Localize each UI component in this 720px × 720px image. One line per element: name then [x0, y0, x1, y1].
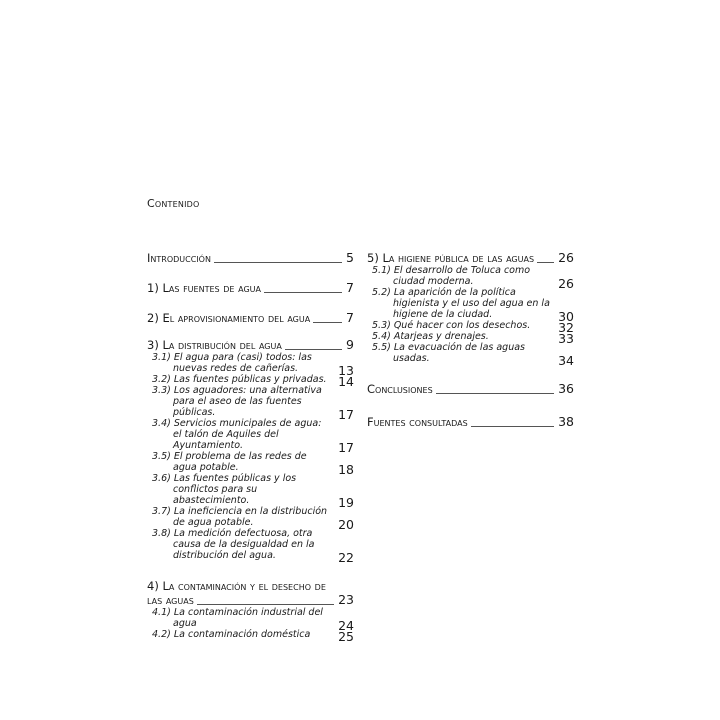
toc-page-number: 17	[338, 440, 354, 455]
toc-leader-line	[197, 604, 334, 605]
toc-heading: Contenido	[147, 197, 200, 210]
toc-subsection-title: 5.2) La aparición de la política higienista y el uso del agua en la higiene de la ciudad.	[372, 287, 550, 320]
toc-page-number: 9	[346, 337, 354, 352]
toc-page-number: 22	[338, 550, 354, 565]
toc-subsection-entry[interactable]	[147, 352, 354, 378]
toc-section	[147, 281, 354, 295]
toc-subsection-title: 5.1) El desarrollo de Toluca como ciudad moderna.	[372, 265, 531, 287]
toc-section-entry[interactable]	[147, 579, 354, 607]
toc-subsection-entry[interactable]	[147, 506, 354, 532]
toc-subsection-title: 5.3) Qué hacer con los desechos.	[372, 320, 531, 331]
toc-leader-line	[537, 262, 554, 263]
toc-subsection-title: 3.7) La ineficiencia en la distribución de agua potable.	[152, 506, 328, 528]
toc-section	[147, 337, 354, 565]
toc-section-title: Fuentes consultadas	[367, 415, 468, 429]
toc-page-number: 36	[558, 381, 574, 396]
toc-leader-line	[214, 262, 342, 263]
toc-leader-line	[471, 426, 554, 427]
toc-section	[147, 311, 354, 325]
toc-section	[147, 251, 354, 265]
toc-section-entry[interactable]	[367, 415, 574, 429]
toc-subsection-title: 3.3) Los aguadores: una alternativa para el aseo de las fuentes públicas.	[152, 385, 322, 418]
toc-subsection-title: 4.1) La contaminación industrial del agua	[152, 607, 323, 629]
toc-subsection-entry[interactable]	[147, 528, 354, 565]
toc-section-entry[interactable]	[147, 281, 354, 295]
toc-page-number: 5	[346, 250, 354, 265]
toc-subsection-title: 3.5) El problema de las redes de agua potable.	[152, 451, 307, 473]
toc-page-number: 32	[558, 320, 574, 335]
toc-page-number: 23	[338, 592, 354, 607]
toc-leader-line	[313, 322, 342, 323]
toc-subsection-title: 5.5) La evacuación de las aguas usadas.	[372, 342, 526, 364]
toc-page-number: 24	[338, 618, 354, 633]
toc-page-number: 13	[338, 363, 354, 378]
toc-subsection-entry[interactable]	[147, 607, 354, 633]
toc-page-number: 19	[338, 495, 354, 510]
toc-subsection-entry[interactable]	[147, 629, 354, 644]
toc-right-column	[367, 235, 574, 429]
toc-subsection-entry[interactable]	[147, 451, 354, 477]
toc-section	[147, 579, 354, 644]
toc-subsection-title: 3.2) Las fuentes públicas y privadas.	[152, 374, 327, 385]
toc-page-number: 30	[558, 309, 574, 324]
toc-page-number: 14	[338, 374, 354, 389]
toc-section	[367, 382, 574, 396]
toc-subsection-title: 4.2) La contaminación doméstica	[152, 629, 311, 640]
toc-page-number: 7	[346, 280, 354, 295]
toc-subsection-entry[interactable]	[147, 473, 354, 510]
toc-subsection-title: 3.8) La medición defectuosa, otra causa de la desigualdad en la distribución del agua.	[152, 528, 315, 561]
toc-subsection-title: 3.6) Las fuentes públicas y los conflictos para su abastecimiento.	[152, 473, 297, 506]
toc-subsection-entry[interactable]	[367, 265, 574, 291]
toc-section	[367, 415, 574, 429]
toc-leader-line	[264, 292, 342, 293]
toc-section-title: 5) La higiene pública de las aguas	[367, 251, 535, 265]
toc-section-entry[interactable]	[147, 251, 354, 265]
toc-section-title: Introducción	[147, 251, 211, 265]
toc-left-column	[147, 235, 354, 644]
toc-section-entry[interactable]	[147, 311, 354, 325]
toc-subsection-title: 5.4) Atarjeas y drenajes.	[372, 331, 489, 342]
toc-leader-line	[285, 349, 342, 350]
toc-page-number: 26	[558, 276, 574, 291]
toc-subsection-entry[interactable]	[367, 331, 574, 346]
toc-section-title: 4) La contaminación y el desecho de las aguas	[147, 579, 326, 607]
toc-page-number: 26	[558, 250, 574, 265]
toc-section-title: 2) El aprovisionamiento del agua	[147, 311, 311, 325]
toc-page-number: 34	[558, 353, 574, 368]
toc-section-title: 1) Las fuentes de agua	[147, 281, 261, 295]
toc-page-number: 17	[338, 407, 354, 422]
toc-section	[367, 250, 574, 368]
toc-page-number: 38	[558, 414, 574, 429]
toc-subsection-entry[interactable]	[367, 287, 574, 324]
toc-section-entry[interactable]	[367, 382, 574, 396]
toc-section-entry[interactable]	[147, 338, 354, 352]
toc-page-number: 18	[338, 462, 354, 477]
toc-subsection-entry[interactable]	[367, 320, 574, 335]
toc-page-number: 33	[558, 331, 574, 346]
toc-section-entry[interactable]	[367, 251, 574, 265]
toc-subsection-entry[interactable]	[147, 385, 354, 422]
toc-page-number: 7	[346, 310, 354, 325]
toc-section-title: Conclusiones	[367, 382, 433, 396]
toc-section-title: 3) La distribución del agua	[147, 338, 282, 352]
toc-subsection-entry[interactable]	[147, 418, 354, 455]
toc-page-number: 25	[338, 629, 354, 644]
toc-page-number: 20	[338, 517, 354, 532]
toc-subsection-title: 3.4) Servicios municipales de agua: el talón de Aquiles del Ayuntamiento.	[152, 418, 322, 451]
toc-subsection-entry[interactable]	[367, 342, 574, 368]
toc-leader-line	[436, 393, 554, 394]
toc-subsection-entry[interactable]	[147, 374, 354, 389]
toc-subsection-title: 3.1) El agua para (casi) todos: las nuevas redes de cañerías.	[152, 352, 312, 374]
